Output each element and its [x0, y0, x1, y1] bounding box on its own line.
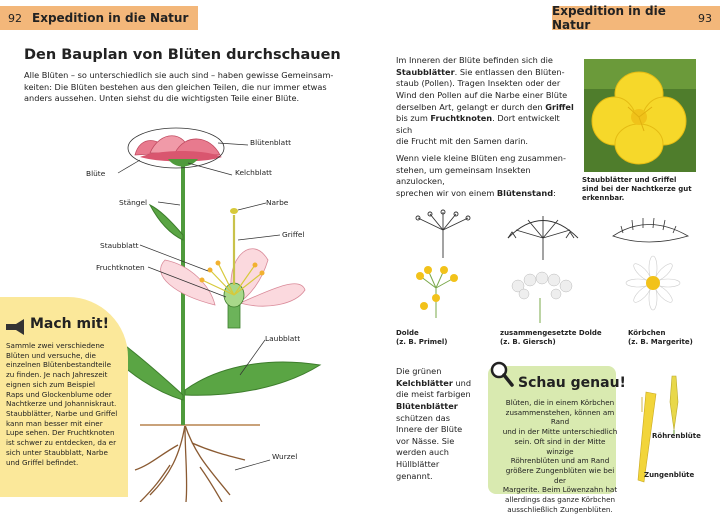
- compound-umbel-schematic: [508, 216, 578, 260]
- caption-line: Staubblätter und Griffel: [582, 176, 677, 184]
- capitulum-schematic: [613, 218, 688, 242]
- header-right: [552, 6, 720, 30]
- inflorescence-example: (z. B. Margerite): [628, 338, 693, 347]
- inflorescence-label-compound: [500, 329, 602, 347]
- para-staubblaetter: [396, 55, 576, 148]
- para1-line: Im Inneren der Blüte befinden sich die: [396, 55, 553, 65]
- mach-mit-line: sich unter Staubblatt, Narbe: [6, 447, 108, 457]
- roots: [135, 425, 245, 502]
- label-griffel: Griffel: [282, 230, 305, 239]
- leaf-right: [185, 362, 320, 395]
- ground-elder-illustration: [512, 272, 572, 323]
- page-number-left: 92: [8, 11, 22, 25]
- para1-line: derselben Art, gelangt er durch den Griffel: [396, 101, 574, 112]
- mach-mit-line: Staubblätter, Narbe und Griffel: [6, 409, 118, 419]
- mach-mit-text: [6, 341, 126, 467]
- schau-genau-line: größere Zungenblüten wie bei der: [505, 466, 615, 485]
- caption-line: sind bei der Nachtkerze gut: [582, 185, 692, 194]
- label-laubblatt: Laubblatt: [265, 334, 301, 343]
- para3-line: Die grünen: [396, 366, 442, 376]
- mach-mit-line: Sammle zwei verschiedene: [6, 341, 105, 350]
- para1-line: staub (Pollen). Tragen Insekten oder der: [396, 78, 561, 89]
- label-narbe: Narbe: [266, 198, 289, 207]
- intro-line: Alle Blüten – so unterschiedlich sie auch sind – haben gewisse Gemeinsam-: [24, 70, 334, 80]
- para3-line: schützen das: [396, 412, 450, 423]
- schau-genau-line: Röhrenblüten und am Rand: [510, 456, 610, 466]
- mach-mit-line: Nachtkerze und Johanniskraut.: [6, 399, 117, 409]
- para-kelchblaetter: [396, 366, 481, 482]
- para2-line: stehen, um gemeinsam Insekten anzulocken,: [396, 164, 531, 187]
- inflorescence-example: (z. B. Primel): [396, 338, 448, 347]
- intro-line: keiten: Die Blüten bestehen aus den gleichen Teilen, die nur immer etwas: [24, 81, 327, 92]
- leaf-small: [150, 205, 183, 240]
- megaphone-icon: [4, 318, 28, 336]
- para3-line: genannt.: [396, 470, 433, 481]
- inflorescence-diagrams: [408, 208, 698, 323]
- primrose-illustration: [416, 266, 458, 318]
- page-heading: Den Bauplan von Blüten durchschauen: [24, 47, 341, 63]
- intro-line: anders aussehen. Unten siehst du die wichtigsten Teile einer Blüte.: [24, 93, 300, 104]
- para-bluetenstand: [396, 153, 576, 200]
- mach-mit-line: und Griffel befindet.: [6, 457, 79, 467]
- label-zungenbluete: Zungenblüte: [644, 471, 695, 479]
- schau-genau-text: [500, 398, 620, 515]
- daisy-illustration: [626, 256, 680, 310]
- schau-genau-line: und in der Mitte unterschiedlich: [502, 427, 618, 437]
- header-left: [0, 6, 198, 30]
- para2-line: sprechen wir von einem Blütenstand:: [396, 187, 556, 198]
- para3-line: Hüllblätter: [396, 459, 440, 470]
- magnifier-icon: [489, 360, 515, 388]
- schau-genau-line: zusammenstehen, können am Rand: [505, 407, 615, 427]
- leader-lines: [118, 143, 280, 470]
- para1-line: Wind den Pollen auf die Narbe einer Blüte: [396, 89, 568, 100]
- inflorescence-label-koerbchen: [628, 329, 693, 347]
- top-flower: [135, 136, 222, 167]
- schau-genau-title: Schau genau!: [518, 375, 626, 391]
- para1-line: die Frucht mit den Samen darin.: [396, 136, 529, 147]
- label-roehrenbluete: Röhrenblüte: [652, 432, 701, 440]
- page-number-right: 93: [698, 11, 712, 25]
- header-title-left: Expedition in die Natur: [32, 11, 189, 25]
- mach-mit-line: Raps und Glockenblume oder: [6, 389, 112, 399]
- mach-mit-line: Blüten und versuche, die: [6, 350, 96, 360]
- caption-line: erkennbar.: [582, 194, 625, 203]
- intro-text: [24, 70, 364, 105]
- inflorescence-label-dolde: [396, 329, 447, 347]
- para2-line: Wenn viele kleine Blüten eng zusammen-: [396, 153, 566, 163]
- mach-mit-line: zu finden. Je nach Jahreszeit: [6, 370, 108, 380]
- inflorescence-name: zusammengesetzte Dolde: [500, 329, 602, 337]
- schau-genau-line: ausschließlich Zungenblüten.: [507, 504, 613, 514]
- para3-line: die meist farbigen: [396, 389, 471, 400]
- label-bluetenblatt: Blütenblatt: [250, 138, 292, 147]
- schau-genau-line: Margerite. Beim Löwenzahn hat: [502, 485, 618, 495]
- inflorescence-name: Dolde: [396, 329, 419, 337]
- para3-line: Blütenblätter: [396, 400, 458, 411]
- label-kelchblatt: Kelchblatt: [235, 168, 272, 177]
- para1-line: Staubblätter. Sie entlassen den Blüten-: [396, 66, 565, 77]
- inflorescence-name: Körbchen: [628, 329, 666, 337]
- para1-line: bis zum Fruchtknoten. Dort entwickelt sich: [396, 113, 560, 135]
- header-title-right: Expedition in die Natur: [552, 4, 666, 32]
- label-fruchtknoten: Fruchtknoten: [96, 263, 145, 272]
- schau-genau-line: sein. Oft sind in der Mitte winzige: [514, 436, 606, 456]
- label-staubblatt: Staubblatt: [100, 241, 139, 250]
- inflorescence-example: (z. B. Giersch): [500, 338, 556, 347]
- mach-mit-line: einzelnen Blütenbestandteile: [6, 360, 111, 370]
- tube-floret: [670, 376, 678, 434]
- dolde-schematic: [416, 210, 470, 258]
- evening-primrose-photo: [584, 59, 696, 172]
- mach-mit-line: Lupe sehen. Der Fruchtknoten: [6, 428, 115, 438]
- mach-mit-line: eignen sich zum Beispiel: [6, 379, 96, 389]
- para3-line: werden auch: [396, 447, 449, 458]
- schau-genau-line: Blüten, die in einem Körbchen: [505, 398, 615, 407]
- schau-genau-line: allerdings das ganze Körbchen: [504, 495, 616, 505]
- label-bluete: Blüte: [86, 169, 106, 178]
- mach-mit-title: Mach mit!: [30, 316, 109, 332]
- label-staengel: Stängel: [119, 198, 148, 207]
- mach-mit-line: kann man besser mit einer: [6, 418, 103, 428]
- para3-line: vor Nässe. Sie: [396, 435, 455, 446]
- label-wurzel: Wurzel: [272, 452, 298, 461]
- para3-line: Innere der Blüte: [396, 424, 463, 435]
- para3-line: Kelchblätter und: [396, 377, 472, 388]
- photo-caption: [582, 176, 702, 203]
- mach-mit-line: ist schwer zu entdecken, da er: [6, 438, 117, 448]
